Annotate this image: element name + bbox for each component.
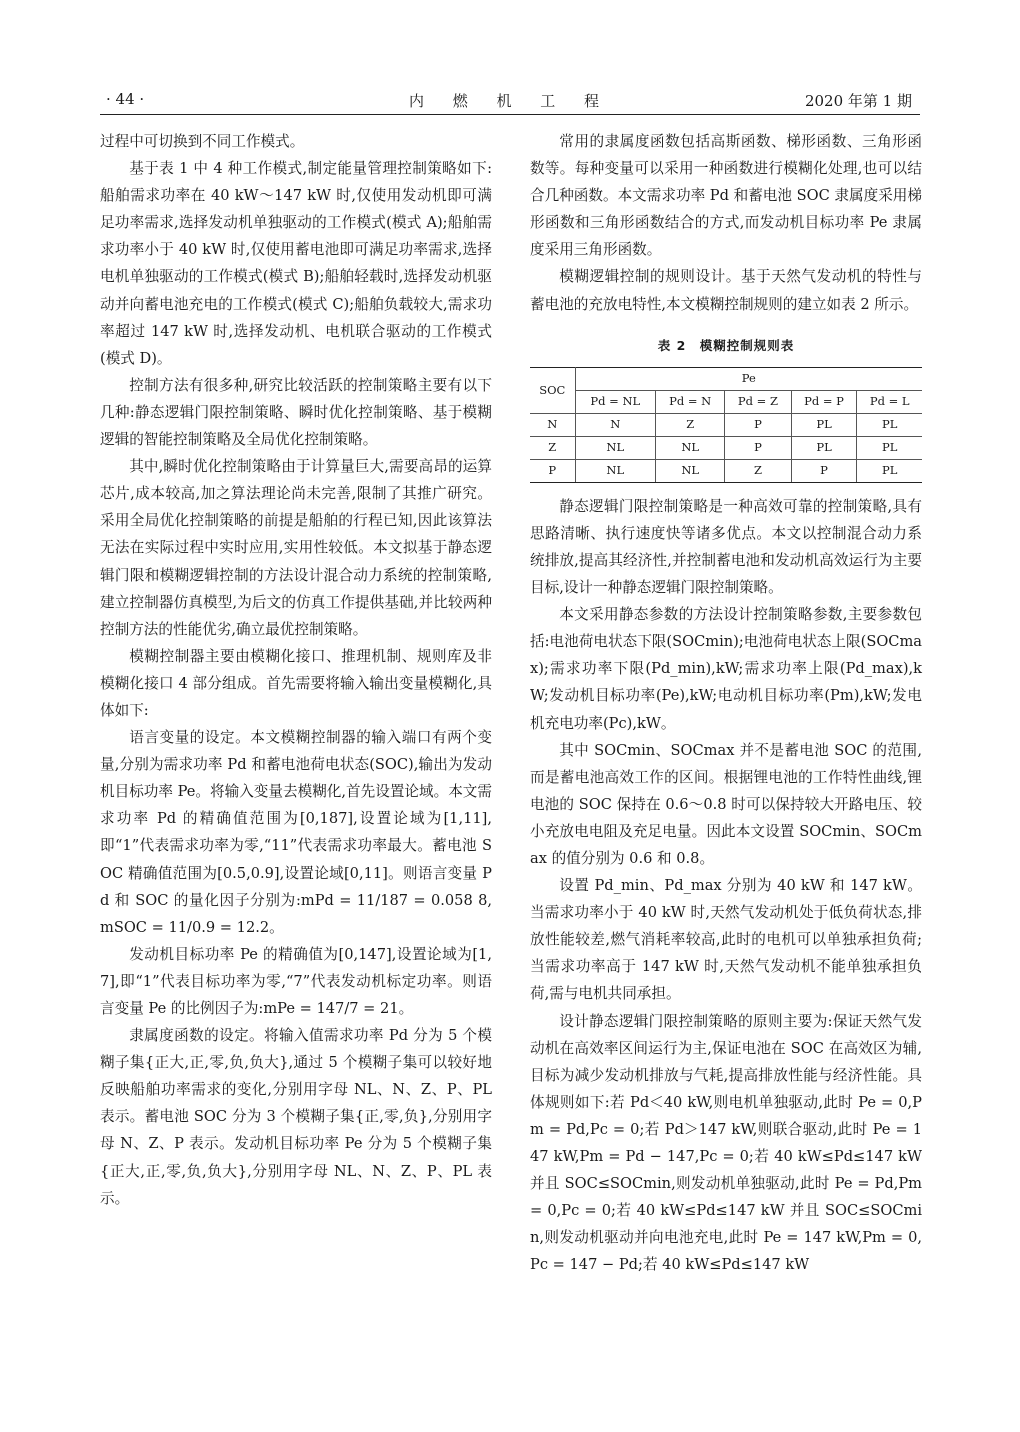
table-cell: P (791, 459, 857, 482)
table-row (530, 413, 922, 436)
left-column (100, 128, 492, 1212)
table-cell: N (575, 413, 656, 436)
journal-title: 内 燃 机 工 程 (408, 92, 612, 110)
table-caption: 表 2 模糊控制规则表 (657, 337, 795, 353)
paragraph: 过程中可切换到不同工作模式。 (100, 133, 305, 150)
table-col-header: Pd = NL (575, 390, 656, 413)
table-cell: PL (857, 413, 922, 436)
page-number: · 44 · (106, 90, 145, 108)
table-row (530, 436, 922, 459)
paragraph: 隶属度函数的设定。将输入值需求功率 Pd 分为 5 个模糊子集{正大,正,零,负,负大},通过 5 个模糊子集可以较好地反映船舶功率需求的变化,分别用字母 NL、N、Z、P、PL 表示。蓄电池 SOC 分为 3 个模糊子集{正,零,负},分别用字母 N、Z、P 表示。发动机目标功率 Pe 分为 5 个模糊子集{正大,正,零,负,负大},分别用字母 NL、N、Z、P、PL 表示。 (100, 1027, 492, 1207)
paragraph: 控制方法有很多种,研究比较活跃的控制策略主要有以下几种:静态逻辑门限控制策略、瞬时优化控制策略、基于模糊逻辑的智能控制策略及全局优化控制策略。 (100, 376, 492, 449)
paragraph: 设计静态逻辑门限控制策略的原则主要为:保证天然气发动机在高效率区间运行为主,保证电池在 SOC 在高效区为辅,目标为减少发动机排放与气耗,提高排放性能与经济性能。具体规则如下:若 Pd＜40 kW,则电机单独驱动,此时 Pe = 0,Pm = Pd,Pc = 0;若 Pd＞147 kW,则联合驱动,此时 Pe = 147 kW,Pm = Pd − 147,Pc = 0;若 40 kW≤Pd≤147 kW 并且 SOC≤SOCmin,则发动机单独驱动,此时 Pe = Pd,Pm = 0,Pc = 0;若 40 kW≤Pd≤147 kW 并且 SOC≤SOCmin,则发动机驱动并向电池充电,此时 Pe = 147 kW,Pm = 0,Pc = 147 − Pd;若 40 kW≤Pd≤147 kW (530, 1012, 922, 1274)
table-col-header: Pd = P (791, 390, 857, 413)
table-col-header: Pd = Z (725, 390, 791, 413)
paragraph: 基于表 1 中 4 种工作模式,制定能量管理控制策略如下:船舶需求功率在 40 kW～147 kW 时,仅使用发动机即可满足功率需求,选择发动机单独驱动的工作模式(模式 A);船舶需求功率小于 40 kW 时,仅使用蓄电池即可满足功率需求,选择电机单独驱动的工作模式(模式 B);船舶轻载时,选择发动机驱动并向蓄电池充电的工作模式(模式 C);船舶负载较大,需求功率超过 147 kW 时,选择发动机、电机联合驱动的工作模式(模式 D)。 (100, 160, 492, 367)
table-cell: Z (725, 459, 791, 482)
running-header (100, 90, 920, 114)
table-col-header: Pd = N (656, 390, 725, 413)
paragraph: 模糊逻辑控制的规则设计。基于天然气发动机的特性与蓄电池的充放电特性,本文模糊控制规则的建立如表 2 所示。 (530, 268, 922, 313)
paragraph: 其中,瞬时优化控制策略由于计算量巨大,需要高昂的运算芯片,成本较高,加之算法理论尚未完善,限制了其推广研究。采用全局优化控制策略的前提是船舶的行程已知,因此该算法无法在实际过程中实时应用,实用性较低。本文拟基于静态逻辑门限和模糊逻辑控制的方法设计混合动力系统的控制策略,建立控制器仿真模型,为后文的仿真工作提供基础,并比较两种控制方法的性能优劣,确立最优控制策略。 (100, 458, 492, 638)
table-row-header: SOC (530, 367, 575, 413)
table-cell: P (530, 459, 575, 482)
table-cell: P (725, 436, 791, 459)
table-cell: PL (791, 413, 857, 436)
table-cell: Z (656, 413, 725, 436)
table-col-group: Pe (575, 367, 922, 390)
fuzzy-rule-table (530, 367, 922, 483)
table-col-header: Pd = L (857, 390, 922, 413)
paragraph: 发动机目标功率 Pe 的精确值为[0,147],设置论域为[1,7],即“1”代表目标功率为零,“7”代表发动机标定功率。则语言变量 Pe 的比例因子为:mPe = 147/7 = 21。 (100, 945, 492, 1017)
table-cell: P (725, 413, 791, 436)
paragraph: 其中 SOCmin、SOCmax 并不是蓄电池 SOC 的范围,而是蓄电池高效工作的区间。根据锂电池的工作特性曲线,锂电池的 SOC 保持在 0.6～0.8 时可以保持较大开路电压、较小充放电电阻及充足电量。因此本文设置 SOCmin、SOCmax 的值分别为 0.6 和 0.8。 (530, 741, 922, 867)
table-cell: NL (575, 459, 656, 482)
right-column (530, 128, 922, 1278)
paragraph: 模糊控制器主要由模糊化接口、推理机制、规则库及非模糊化接口 4 部分组成。首先需要将输入输出变量模糊化,具体如下: (100, 647, 492, 719)
table-cell: N (530, 413, 575, 436)
paragraph: 本文采用静态参数的方法设计控制策略参数,主要参数包括:电池荷电状态下限(SOCmin);电池荷电状态上限(SOCmax);需求功率下限(Pd_min),kW;需求功率上限(Pd_max),kW;发动机目标功率(Pe),kW;电动机目标功率(Pm),kW;发电机充电功率(Pc),kW。 (530, 606, 922, 732)
header-rule (100, 114, 920, 115)
table-cell: NL (656, 459, 725, 482)
table-row (530, 459, 922, 482)
table-cell: PL (857, 436, 922, 459)
paragraph: 设置 Pd_min、Pd_max 分别为 40 kW 和 147 kW。当需求功率小于 40 kW 时,天然气发动机处于低负荷状态,排放性能较差,燃气消耗率较高,此时的电机可以单独承担负荷;当需求功率高于 147 kW 时,天然气发动机不能单独承担负荷,需与电机共同承担。 (530, 877, 922, 1003)
paragraph: 静态逻辑门限控制策略是一种高效可靠的控制策略,具有思路清晰、执行速度快等诸多优点。本文以控制混合动力系统排放,提高其经济性,并控制蓄电池和发动机高效运行为主要目标,设计一种静态逻辑门限控制策略。 (530, 497, 922, 597)
table-cell: Z (530, 436, 575, 459)
table-cell: NL (575, 436, 656, 459)
table-cell: PL (857, 459, 922, 482)
table-cell: NL (656, 436, 725, 459)
paragraph: 语言变量的设定。本文模糊控制器的输入端口有两个变量,分别为需求功率 Pd 和蓄电池荷电状态(SOC),输出为发动机目标功率 Pe。将输入变量去模糊化,首先设置论域。本文需求功率 Pd 的精确值范围为[0,187],设置论域为[1,11],即“1”代表需求功率为零,“11”代表需求功率最大。蓄电池 SOC 精确值范围为[0.5,0.9],设置论域[0,11]。则语言变量 Pd 和 SOC 的量化因子分别为:mPd = 11/187 = 0.058 8,mSOC = 11/0.9 = 12.2。 (100, 729, 492, 936)
issue-label: 2020 年第 1 期 (804, 92, 912, 110)
paragraph: 常用的隶属度函数包括高斯函数、梯形函数、三角形函数等。每种变量可以采用一种函数进行模糊化处理,也可以结合几种函数。本文需求功率 Pd 和蓄电池 SOC 隶属度采用梯形函数和三角形函数结合的方式,而发动机目标功率 Pe 隶属度采用三角形函数。 (530, 133, 922, 259)
table-cell: PL (791, 436, 857, 459)
